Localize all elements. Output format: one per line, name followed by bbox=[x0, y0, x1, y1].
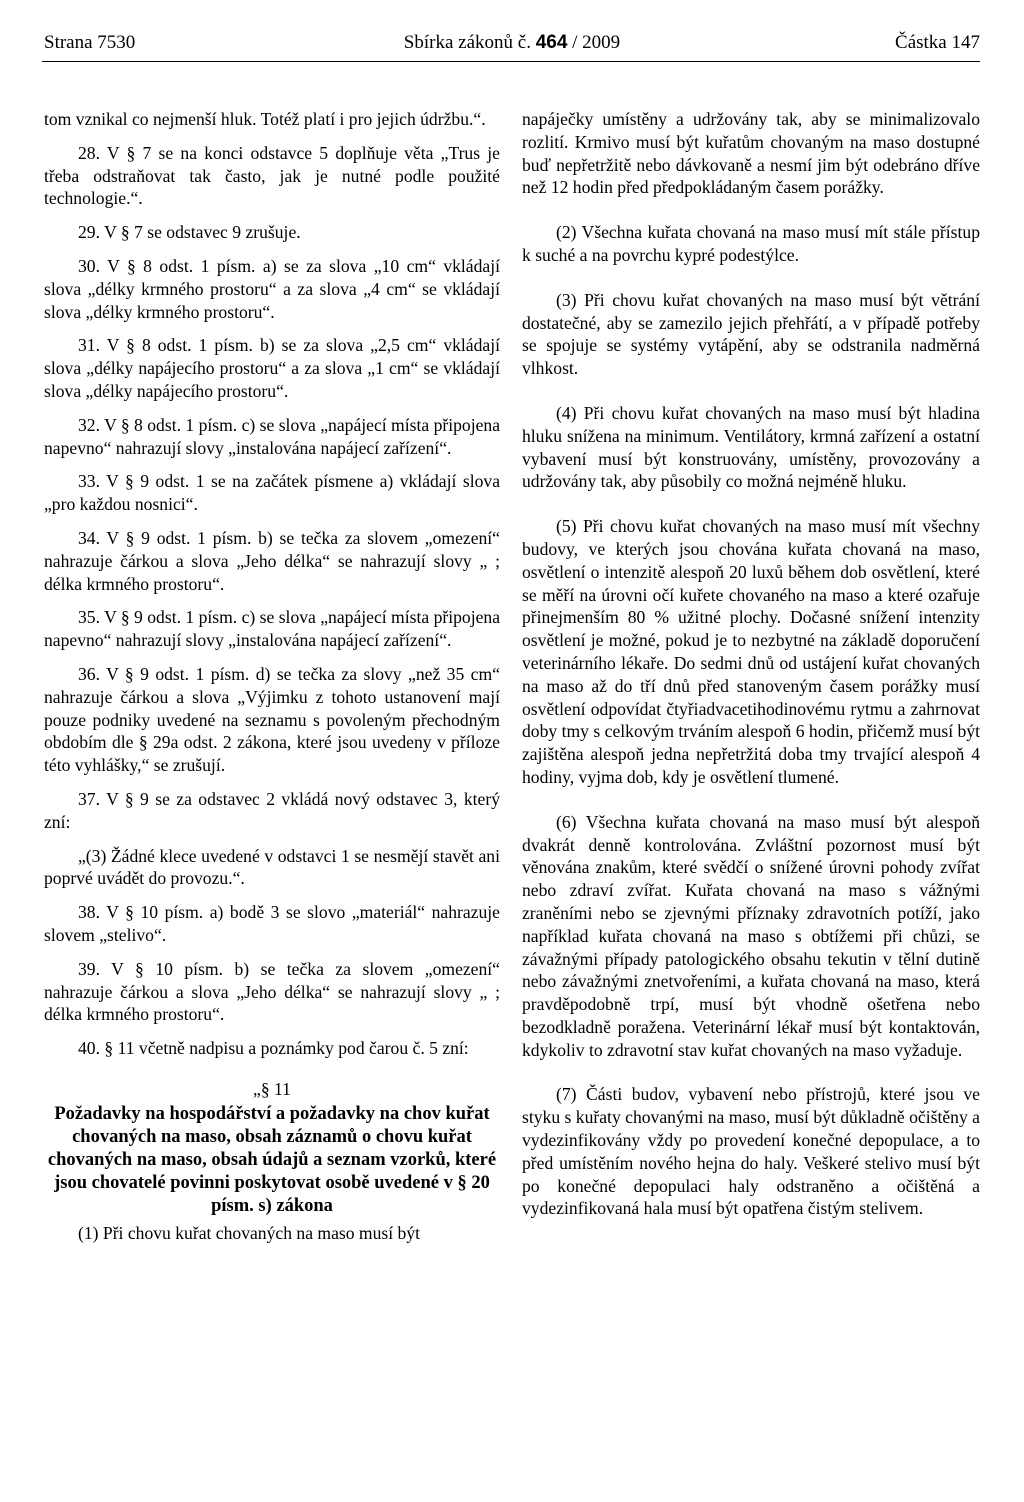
amendment-item: 33. V § 9 odst. 1 se na začátek písmene a) vkládají slova „pro každou nosnici“. bbox=[44, 471, 500, 515]
paragraph: tom vznikal co nejmenší hluk. Totéž platí i pro jejich údržbu.“. bbox=[44, 109, 486, 129]
amendment-item: 32. V § 8 odst. 1 písm. c) se slova „napájecí místa připojena napevno“ nahrazují slovy „instalována napájecí zařízení“. bbox=[44, 414, 501, 458]
section-mark: „§ 11 bbox=[253, 1078, 291, 1099]
header-rule bbox=[42, 61, 980, 62]
amendment-item: 30. V § 8 odst. 1 písm. a) se za slova „10 cm“ vkládají slova „délky krmného prostoru“ a za slova „4 cm“ se vkládají slova „délky krmného prostoru“. bbox=[44, 255, 500, 322]
right-column bbox=[522, 108, 980, 1242]
issue-number: 464 bbox=[535, 32, 568, 53]
amendment-item: 36. V § 9 odst. 1 písm. d) se tečka za slovy „než 35 cm“ nahrazuje čárkou a slova „Výjimku z tohoto ustanovení mají pouze podniky uvedené na seznamu s povoleným přechodným obdobím dle § 29a odst. 2 zákona, které jsou uvedeny v příloze této vyhlášky,“ se zrušují. bbox=[44, 663, 500, 776]
paragraph: (3) Při chovu kuřat chovaných na maso musí být větrání dostatečné, aby se zamezilo jejich přehřátí, a v případě potřeby se spojuje se systémy vytápění, aby se odstranila nadměrná vlhkost. bbox=[522, 289, 980, 379]
collection-label: Sbírka zákonů č. bbox=[403, 32, 531, 53]
amendment-item: 29. V § 7 se odstavec 9 zrušuje. bbox=[78, 222, 301, 243]
amendment-item: 34. V § 9 odst. 1 písm. b) se tečka za slovem „omezení“ nahrazuje čárkou a slova „Jeho délka“ se nahrazují slovy „ ; délka krmného prostoru“. bbox=[44, 527, 500, 594]
page-header bbox=[44, 32, 980, 58]
paragraph: (4) Při chovu kuřat chovaných na maso musí být hladina hluku snížena na minimum. Ventilátory, krmná zařízení a ostatní vybavení musí být konstruovány, umístěny, provozovány a udržovány tak, aby působily co možná nejméně hluku. bbox=[522, 402, 980, 492]
collection-title bbox=[44, 32, 980, 54]
amendment-item: 37. V § 9 se za odstavec 2 vkládá nový odstavec 3, který zní: bbox=[44, 788, 500, 832]
amendment-item: 38. V § 10 písm. a) bodě 3 se slovo „materiál“ nahrazuje slovem „stelivo“. bbox=[44, 902, 500, 945]
amendment-item: 40. § 11 včetně nadpisu a poznámky pod čarou č. 5 zní: bbox=[78, 1038, 469, 1059]
section-title: Požadavky na hospodářství a požadavky na chov kuřat chovaných na maso, obsah záznamů o chovu kuřat chovaných na maso, obsah údajů a seznam vzorků, které jsou chovatelé povinni poskytovat osobě uvedené v § 20 písm. s) zákona bbox=[47, 1103, 497, 1216]
amendment-item: 31. V § 8 odst. 1 písm. b) se za slova „2,5 cm“ vkládají slova „délky napájecího prostoru“ a za slova „1 cm“ se vkládají slova „délky napájecího prostoru“. bbox=[44, 335, 500, 401]
paragraph: (6) Všechna kuřata chovaná na maso musí být alespoň dvakrát denně kontrolována. Zvláštní pozornost musí být věnována znakům, které svědčí o snížené úrovni pohody zvířat nebo zdraví zvířat. Kuřata chovaná na maso s vážnými zraněními nebo se zjevnými příznaky zdravotních potíží, jako například kuřata chovaná na maso s obtížemi při chůzi, se závažnými případy patologického obsahu tekutin v tělní dutině nebo závažnými znetvořeními, a kuřata chovaná na maso, která pravděpodobně trpí, musí být vhodně ošetřena nebo bezodkladně poražena. Veterinární lékař musí být kontaktován, kdykoliv to zdravotní stav kuřat chovaných na maso vyžaduje. bbox=[522, 811, 980, 1060]
left-column bbox=[44, 108, 500, 1255]
paragraph: (1) Při chovu kuřat chovaných na maso musí být bbox=[78, 1222, 421, 1243]
year: / 2009 bbox=[572, 32, 621, 53]
paragraph: napáječky umístěny a udržovány tak, aby se minimalizovalo rozlití. Krmivo musí být kuřatům chovaným na maso dostupné buď nepřetržitě nebo dávkovaně a nesmí jim být odebráno dříve než 12 hodin před předpokládaným časem porážky. bbox=[522, 109, 980, 198]
amendment-item: „(3) Žádné klece uvedené v odstavci 1 se nesmějí stavět ani poprvé uvádět do provozu.“. bbox=[44, 845, 500, 889]
part-number: Částka 147 bbox=[895, 32, 980, 53]
amendment-item: 35. V § 9 odst. 1 písm. c) se slova „napájecí místa připojena napevno“ nahrazují slovy „instalována napájecí zařízení“. bbox=[44, 607, 501, 651]
amendment-item: 39. V § 10 písm. b) se tečka za slovem „omezení“ nahrazuje čárkou a slova „Jeho délka“ se nahrazují slovy „ ; délka krmného prostoru“. bbox=[44, 958, 500, 1025]
page-number: Strana 7530 bbox=[44, 32, 136, 53]
amendment-item: 28. V § 7 se na konci odstavce 5 doplňuje věta „Trus je třeba odstraňovat tak často, jak je nutné podle použité technologie.“. bbox=[44, 142, 500, 209]
paragraph: (5) Při chovu kuřat chovaných na maso musí mít všechny budovy, ve kterých jsou chována kuřata chovaná na maso, osvětlení o intenzitě alespoň 20 luxů během dob osvětlení, které se měří na úrovni očí kuřete chovaného na maso a které ozařuje přinejmenším 80 % užitné plochy. Dočasné snížení intenzity osvětlení je možné, pokud je to nezbytné na základě doporučení veterinárního lékaře. Do sedmi dnů od ustájení kuřat chovaných na maso až do tří dnů před stanoveným časem porážky musí osvětlení odpovídat čtyřiadvacetihodinovému rytmu a zahrnovat doby tmy s celkovým trváním alespoň 6 hodin, přičemž musí být zajištěna alespoň jedna nepřetržitá doba tmy trvající alespoň 4 hodiny, vyjma dob, kdy je osvětlení tlumené. bbox=[522, 516, 980, 787]
paragraph: (2) Všechna kuřata chovaná na maso musí mít stále přístup k suché a na povrchu kypré podestýlce. bbox=[522, 222, 980, 265]
paragraph: (7) Části budov, vybavení nebo přístrojů, které jsou ve styku s kuřaty chovanými na maso, musí být důkladně očištěny a vydezinfikovány vždy po provedení konečné depopulace, a to před umístěním nového hejna do haly. Veškeré stelivo musí být po konečné depopulaci haly odstraněno a očištěná a vydezinfikovaná hala musí být opatřena čistým stelivem. bbox=[522, 1084, 980, 1219]
